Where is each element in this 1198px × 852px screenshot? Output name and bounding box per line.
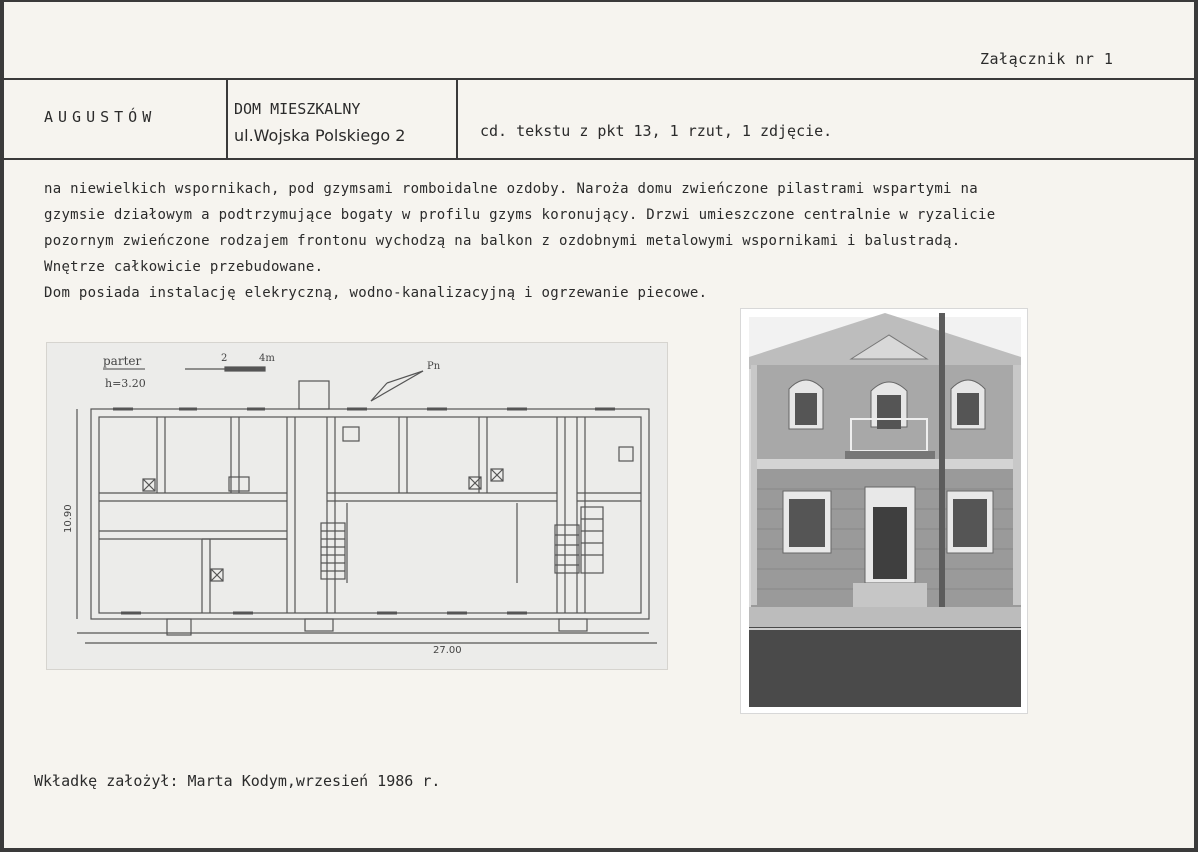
description-text bbox=[44, 176, 1154, 306]
annex-label: Załącznik nr 1 bbox=[980, 50, 1114, 68]
depth-dimension-label: 10.90 bbox=[63, 504, 74, 533]
north-label: Pn bbox=[427, 361, 441, 372]
city-name: AUGUSTÓW bbox=[44, 108, 157, 126]
record-card bbox=[4, 2, 1194, 848]
header-top-rule bbox=[4, 78, 1194, 80]
height-label: h=3.20 bbox=[105, 377, 146, 390]
description-line: na niewielkich wspornikach, pod gzymsami romboidalne ozdoby. Naroża domu zwieńczone pilastrami wspartymi na bbox=[44, 181, 978, 197]
author-note: Wkładkę założył: Marta Kodym,wrzesień 1986 r. bbox=[34, 772, 441, 790]
description-line: Dom posiada instalację elekryczną, wodno-kanalizacyjną i ogrzewanie piecowe. bbox=[44, 285, 708, 301]
floor-plan-svg bbox=[47, 343, 667, 669]
scale-label-mid: 2 bbox=[221, 353, 228, 364]
reference-note: cd. tekstu z pkt 13, 1 rzut, 1 zdjęcie. bbox=[480, 122, 833, 140]
description-line: gzymsie działowym a podtrzymujące bogaty w profilu gzyms koronujący. Drzwi umieszczone centralnie w ryzalicie bbox=[44, 207, 996, 223]
floor-plan-drawing bbox=[46, 342, 668, 670]
width-dimension-label: 27.00 bbox=[433, 645, 462, 656]
building-address: ul.Wojska Polskiego 2 bbox=[234, 126, 406, 145]
header-divider bbox=[456, 80, 458, 158]
scale-label-end: 4m bbox=[259, 353, 275, 364]
building-name: DOM MIESZKALNY bbox=[234, 100, 361, 118]
description-line: Wnętrze całkowicie przebudowane. bbox=[44, 259, 324, 275]
floor-label: parter bbox=[103, 354, 142, 368]
building-photo bbox=[740, 308, 1028, 714]
header-bottom-rule bbox=[4, 158, 1194, 160]
building-facade-illustration bbox=[741, 309, 1027, 713]
description-line: pozornym zwieńczone rodzajem frontonu wychodzą na balkon z ozdobnymi metalowymi wspornikami i balustradą. bbox=[44, 233, 961, 249]
header-divider bbox=[226, 80, 228, 158]
